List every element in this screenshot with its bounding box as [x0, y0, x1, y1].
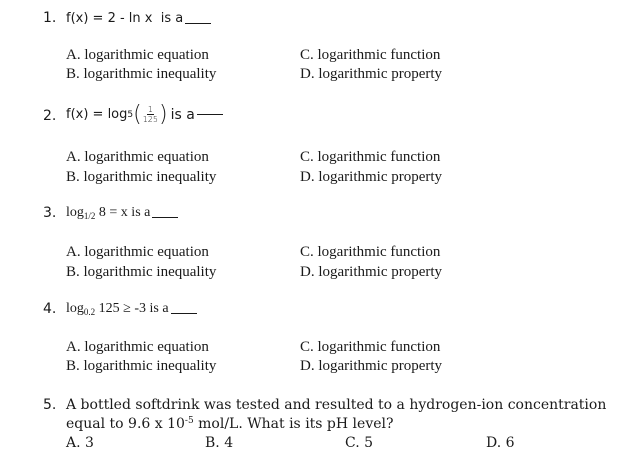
option-a[interactable]: A. logarithmic equation — [66, 149, 209, 165]
option-b[interactable]: B. logarithmic inequality — [66, 264, 217, 280]
option-b[interactable]: B. logarithmic inequality — [66, 169, 217, 185]
option-c[interactable]: C. logarithmic function — [300, 244, 441, 260]
question-stem-line-2: equal to 9.6 x $10^{-5}$ mol/L. What is its pH level? — [66, 416, 394, 432]
answer-blank — [197, 114, 223, 115]
question-number: 5. — [43, 397, 57, 413]
question-stem-line-1: A bottled softdrink was tested and resulted to a hydrogen-ion concentration — [66, 397, 607, 413]
option-d[interactable]: D. 6 — [486, 435, 515, 451]
option-b[interactable]: B. logarithmic inequality — [66, 358, 217, 374]
option-d[interactable]: D. logarithmic property — [300, 66, 443, 82]
option-d[interactable]: D. logarithmic property — [300, 358, 443, 374]
option-d[interactable]: D. logarithmic property — [300, 264, 443, 280]
question-number: 2. — [43, 108, 57, 124]
option-c[interactable]: C. logarithmic function — [300, 149, 441, 165]
question-stem: f(x) = log 5 ( 1 125 ) is a — [66, 102, 223, 127]
question-stem: f(x) = 2 - ln x is a — [66, 11, 211, 26]
answer-blank — [185, 23, 211, 24]
answer-blank — [152, 217, 178, 218]
option-a[interactable]: A. logarithmic equation — [66, 339, 209, 355]
option-a[interactable]: A. logarithmic equation — [66, 244, 209, 260]
question-stem: $\log_{0.2} 125 \ge -3$ is a — [66, 301, 197, 317]
option-d[interactable]: D. logarithmic property — [300, 169, 443, 185]
option-c[interactable]: C. logarithmic function — [300, 339, 441, 355]
fraction: ( 1 125 ) — [133, 102, 168, 127]
option-b[interactable]: B. logarithmic inequality — [66, 66, 217, 82]
option-c[interactable]: C. 5 — [345, 435, 374, 451]
option-a[interactable]: A. logarithmic equation — [66, 47, 209, 63]
question-number: 4. — [43, 301, 57, 317]
option-b[interactable]: B. 4 — [205, 435, 234, 451]
question-number: 3. — [43, 205, 57, 221]
answer-blank — [171, 313, 197, 314]
option-c[interactable]: C. logarithmic function — [300, 47, 441, 63]
option-a[interactable]: A. 3 — [66, 435, 94, 451]
question-stem: $\log_{1/2} 8 = x$ is a — [66, 205, 178, 221]
question-number: 1. — [43, 10, 57, 26]
